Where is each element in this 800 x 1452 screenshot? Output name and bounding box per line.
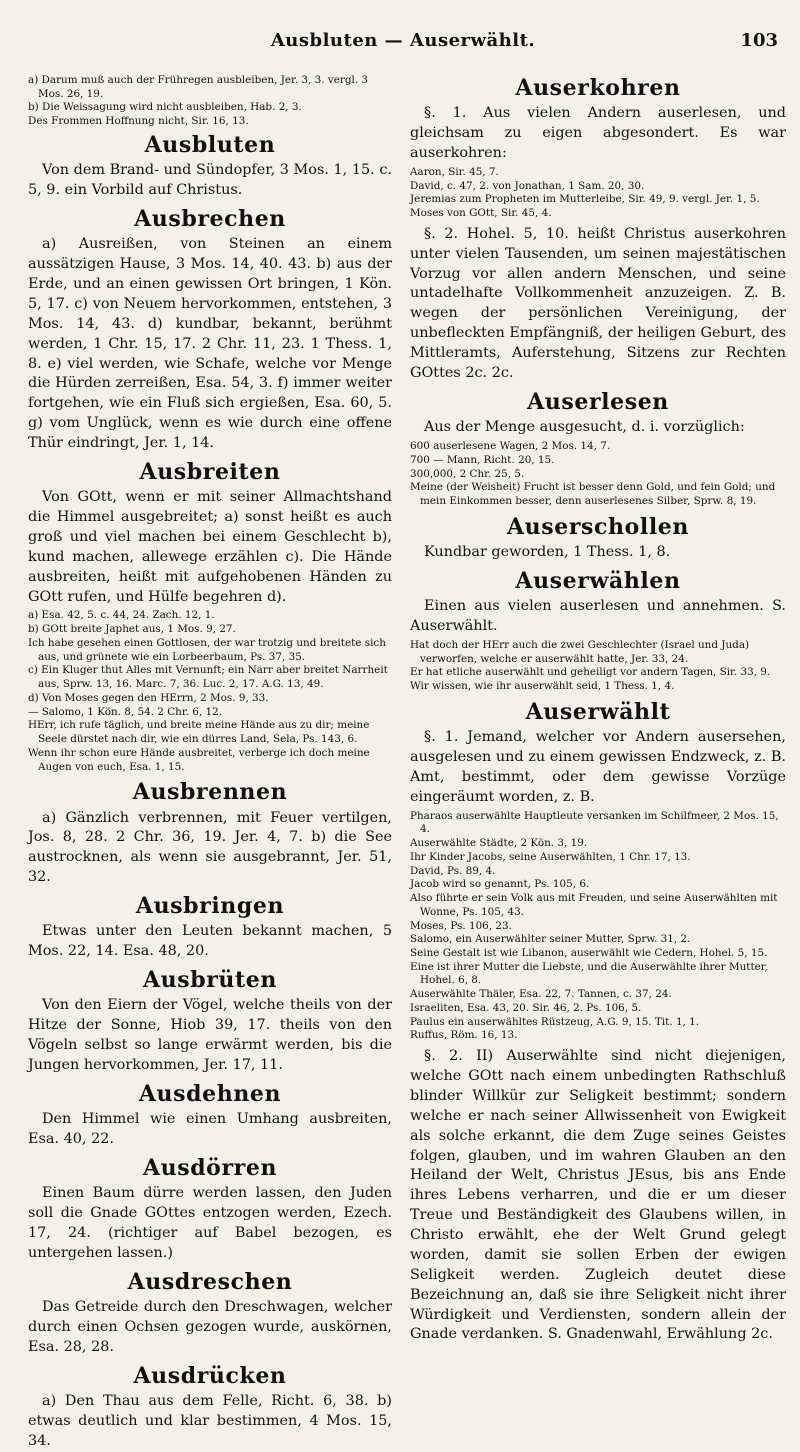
citation: Hat doch der HErr auch die zwei Geschlechter (Israel und Juda) verworfen, welche er auserwählt hatte, Jer. 33, 24. [410,638,750,665]
entry-headword: Auserlesen [527,388,669,415]
citation: Meine (der Weisheit) Frucht ist besser denn Gold, und fein Gold; und mein Einkommen besser, denn auserlesenes Silber, Sprw. 8, 19. [410,481,776,507]
entry-definition: a) Ausreißen, von Steinen an einem aussätzigen Hause, 3 Mos. 14, 40. 43. b) aus der Erde, und an einen gewissen Ort bringen, 1 Kön. 5, 17. c) von Neuem hervorkommen, entstehen, 3 Mos. 14, 43. d) kundbar, bekannt, berühmt werden, 1 Chr. 15, 17. 2 Chr. 11, 23. 1 Thess. 1, 8. e) viel werden, wie Schafe, welche vor Menge die Hürden zerreißen, Esa. 54, 3. f) immer weiter fortgehen, wie ein Fluß sich ergießen, Esa. 60, 5. g) vom Unglück, wenn es wie durch eine offene Thür eindringt, Jer. 1, 14. [28,236,392,452]
entry-definition: §. 2. II) Auserwählte sind nicht diejenigen, welche GOtt nach einem unbedingten Rathschluß blinder Willkür zur Seligkeit bestimmt; sondern welche er nach seiner Allwissenheit von Ewigkeit als solche erkannt, die dem Zuge seines Geistes folgen, glauben, und im wahren Glauben an den Heiland der Welt, Christus JEsus, bis ans Ende ihres Lebens verharren, und die er um dieser Treue und Beständigkeit des Glaubens willen, in Christo erwählt, ehe der Welt Grund gelegt worden, damit sie sollen Erben der ewigen Seligkeit werden. Zugleich deutet diese Bezeichnung an, daß sie ihre Seligkeit nicht ihrer Würdigkeit und Verdiensten, sondern allein der Gnade verdanken. S. Gnadenwahl, Erwählung 2c. [410,1048,786,1343]
entry-definition: Aus der Menge ausgesucht, d. i. vorzüglich: [424,419,745,436]
left-entries [28,133,392,1452]
citation: c) Ein Kluger thut Alles mit Vernunft; ein Narr aber breitet Narrheit aus, Sprw. 13, 16. Marc. 7, 36. Luc. 2, 17. A.G. 13, 49. [28,664,388,691]
entry-headword: Auserwählt [525,698,671,725]
entry-headword: Auserwählen [515,567,681,594]
citation: Jacob wird so genannt, Ps. 105, 6. [410,878,590,891]
citation: Des Frommen Hoffnung nicht, Sir. 16, 13. [28,115,249,128]
dictionary-entry [28,894,392,962]
entry-headword: Ausbringen [135,893,285,920]
citation: a) Esa. 42, 5. c. 44, 24. Zach. 12, 1. [28,609,215,622]
dictionary-entry [28,207,392,454]
entry-definition: Kundbar geworden, 1 Thess. 1, 8. [424,544,671,560]
citation: 600 auserlesene Wagen, 2 Mos. 14, 7. [410,440,611,453]
citation: Auserwählte Thäler, Esa. 22, 7. Tannen, c. 37, 24. [410,988,672,1001]
dictionary-entry [410,700,786,1345]
citation: Moses von GOtt, Sir. 45, 4. [410,207,552,220]
dictionary-entry [28,1364,392,1452]
citation: HErr, ich rufe täglich, und breite meine Hände aus zu dir; meine Seele dürstet nach dir, wie ein dürres Land, Sela, Ps. 143, 6. [28,719,370,746]
entry-definition: §. 1. Aus vielen Andern auserlesen, und gleichsam zu eigen abgesondert. Es war auserkohren: [410,105,786,162]
entry-definition: §. 1. Jemand, welcher vor Andern ausersehen, ausgelesen und zu einem gewissen Endzweck, z. B. Amt, bestimmt, oder dem gewisse Vorzüge eingeräumt worden, z. B. [410,729,786,805]
dictionary-entry [410,390,786,509]
dictionary-entry [28,1270,392,1358]
citation: Ruffus, Röm. 16, 13. [410,1029,518,1042]
citation: Er hat etliche auserwählt und geheiligt vor andern Tagen, Sir. 33, 9. [410,666,771,679]
right-column [410,72,786,1343]
citation: Israeliten, Esa. 43, 20. Sir. 46, 2. Ps. 106, 5. [410,1001,642,1014]
citation: Paulus ein auserwähltes Rüstzeug, A.G. 9, 15. Tit. 1, 1. [410,1015,700,1028]
entry-definition: Etwas unter den Leuten bekannt machen, 5 Mos. 22, 14. Esa. 48, 20. [28,923,392,960]
left-top-citations [28,74,392,129]
citation: Seine Gestalt ist wie Libanon, auserwählt wie Cedern, Hohel. 5, 15. [410,947,768,959]
running-head: Ausbluten — Auserwählt. [270,30,536,51]
entry-headword: Ausdreschen [127,1268,293,1295]
citation: — Salomo, 1 Kön. 8, 54. 2 Chr. 6, 12. [28,705,223,718]
dictionary-entry [410,569,786,694]
dictionary-entry [28,968,392,1076]
citation: Moses, Ps. 106, 23. [410,919,512,932]
dictionary-entry [28,780,392,888]
dictionary-entry [28,133,392,201]
dictionary-entry [410,515,786,563]
citation: Wir wissen, wie ihr auserwählt seid, 1 Thess. 1, 4. [410,680,675,693]
dictionary-entry [28,460,392,774]
citation-list [410,810,786,1043]
entry-definition: Das Getreide durch den Dreschwagen, welcher durch einen Ochsen gezogen wurde, auskörnen, Esa. 28, 28. [28,1299,392,1355]
entry-definition: Einen aus vielen auserlesen und annehmen. S. Auserwählt. [410,598,786,635]
citation: Pharaos auserwählte Hauptleute versanken im Schilfmeer, 2 Mos. 15, 4. [410,809,779,836]
page-header [28,30,778,56]
citation: b) Die Weissagung wird nicht ausbleiben, Hab. 2, 3. [28,101,302,114]
entry-headword: Ausdrücken [133,1362,287,1389]
citation: Ihr Kinder Jacobs, seine Auserwählten, 1 Chr. 17, 13. [410,850,691,863]
entry-definition: a) Gänzlich verbrennen, mit Feuer vertilgen, Jos. 8, 28. 2 Chr. 36, 19. Jer. 4, 7. b) die See austrocknen, als wenn sie ausgebrannt, Jer. 51, 32. [28,809,392,886]
citation: David, Ps. 89, 4. [410,864,496,877]
entry-definition: Von GOtt, wenn er mit seiner Allmachtshand die Himmel ausgebreitet; a) sonst heißt es auch groß und viel machen bei einem Geschlecht b), kund machen, allewege erzählen c). Die Hände ausbreiten, heißt mit aufgehobenen Händen zu GOtt rufen, und Hülfe begehren d). [28,489,392,605]
page-number: 103 [740,30,778,51]
entry-definition: §. 2. Hohel. 5, 10. heißt Christus auserkohren unter vielen Tausenden, um seinen majestätischen Vorzug vor allen andern Menschen, und seine untadelhafte Vollkommenheit anzuzeigen. Z. B. wegen der persönlichen Vereinigung, der unbefleckten Empfängniß, der heiligen Geburt, des Mittleramts, Auferstehung, Sitzens zur Rechten GOttes 2c. 2c. [410,225,786,381]
citation: Jeremias zum Propheten im Mutterleibe, Sir. 49, 9. vergl. Jer. 1, 5. [410,193,760,206]
entry-headword: Ausbreiten [139,458,281,485]
citation: Auserwählte Städte, 2 Kön. 3, 19. [410,837,588,850]
citation: 700 — Mann, Richt. 20, 15. [410,453,555,466]
citation: a) Darum muß auch der Frühregen ausbleiben, Jer. 3, 3. vergl. 3 Mos. 26, 19. [28,74,369,100]
citation: d) Von Moses gegen den HErrn, 2 Mos. 9, 33. [28,691,269,704]
citation: Also führte er sein Volk aus mit Freuden, und seine Auserwählten mit Wonne, Ps. 105, 43. [410,892,778,918]
entry-headword: Ausbrechen [134,205,286,232]
entry-definition: Den Himmel wie einen Umhang ausbreiten, Esa. 40, 22. [28,1111,392,1148]
citation-list [410,639,786,694]
right-entries [410,76,786,1345]
entry-headword: Ausbrüten [143,967,277,994]
dictionary-entry [28,1082,392,1150]
citation: b) GOtt breite Japhet aus, 1 Mos. 9, 27. [28,623,236,636]
citation: Ich habe gesehen einen Gottlosen, der war trotzig und breitete sich aus, und grünete wie ein Lorbeerbaum, Ps. 37, 35. [28,636,386,663]
citation: Aaron, Sir. 45, 7. [410,165,499,178]
entry-headword: Ausdörren [142,1154,278,1181]
citation: Wenn ihr schon eure Hände ausbreitet, verberge ich doch meine Augen von euch, Esa. 1, 15. [28,746,370,773]
entry-definition: Von dem Brand- und Sündopfer, 3 Mos. 1, 15. c. 5, 9. ein Vorbild auf Christus. [28,162,392,199]
left-column [28,72,392,1449]
entry-headword: Auserschollen [507,513,689,540]
entry-headword: Ausbluten [144,131,276,158]
citation: David, c. 47, 2. von Jonathan, 1 Sam. 20, 30. [410,179,645,192]
citation-list [410,166,786,221]
entry-definition: Einen Baum dürre werden lassen, den Juden soll die Gnade GOttes entzogen werden, Ezech. 17, 24. (richtiger auf Babel bezogen, es untergehen lassen.) [28,1185,392,1261]
entry-headword: Ausdehnen [138,1080,282,1107]
citation: Eine ist ihrer Mutter die Liebste, und die Auserwählte ihrer Mutter, Hohel. 6, 8. [410,960,768,987]
entry-definition: Von den Eiern der Vögel, welche theils von der Hitze der Sonne, Hiob 39, 17. theils von den Vögeln selbst so lange erwärmt werden, bis die Jungen hervorkommen, Jer. 17, 11. [28,997,392,1074]
citation: 300,000, 2 Chr. 25, 5. [410,467,525,480]
entry-definition: a) Den Thau aus dem Felle, Richt. 6, 38. b) etwas deutlich und klar bestimmen, 4 Mos. 15, 34. [28,1392,392,1449]
dictionary-entry [410,76,786,384]
dictionary-entry [28,1156,392,1264]
entry-headword: Ausbrennen [132,779,288,806]
citation-list [410,440,786,509]
entry-headword: Auserkohren [515,75,681,101]
citation-list [28,609,392,774]
citation: Salomo, ein Auserwählter seiner Mutter, Sprw. 31, 2. [410,933,691,946]
